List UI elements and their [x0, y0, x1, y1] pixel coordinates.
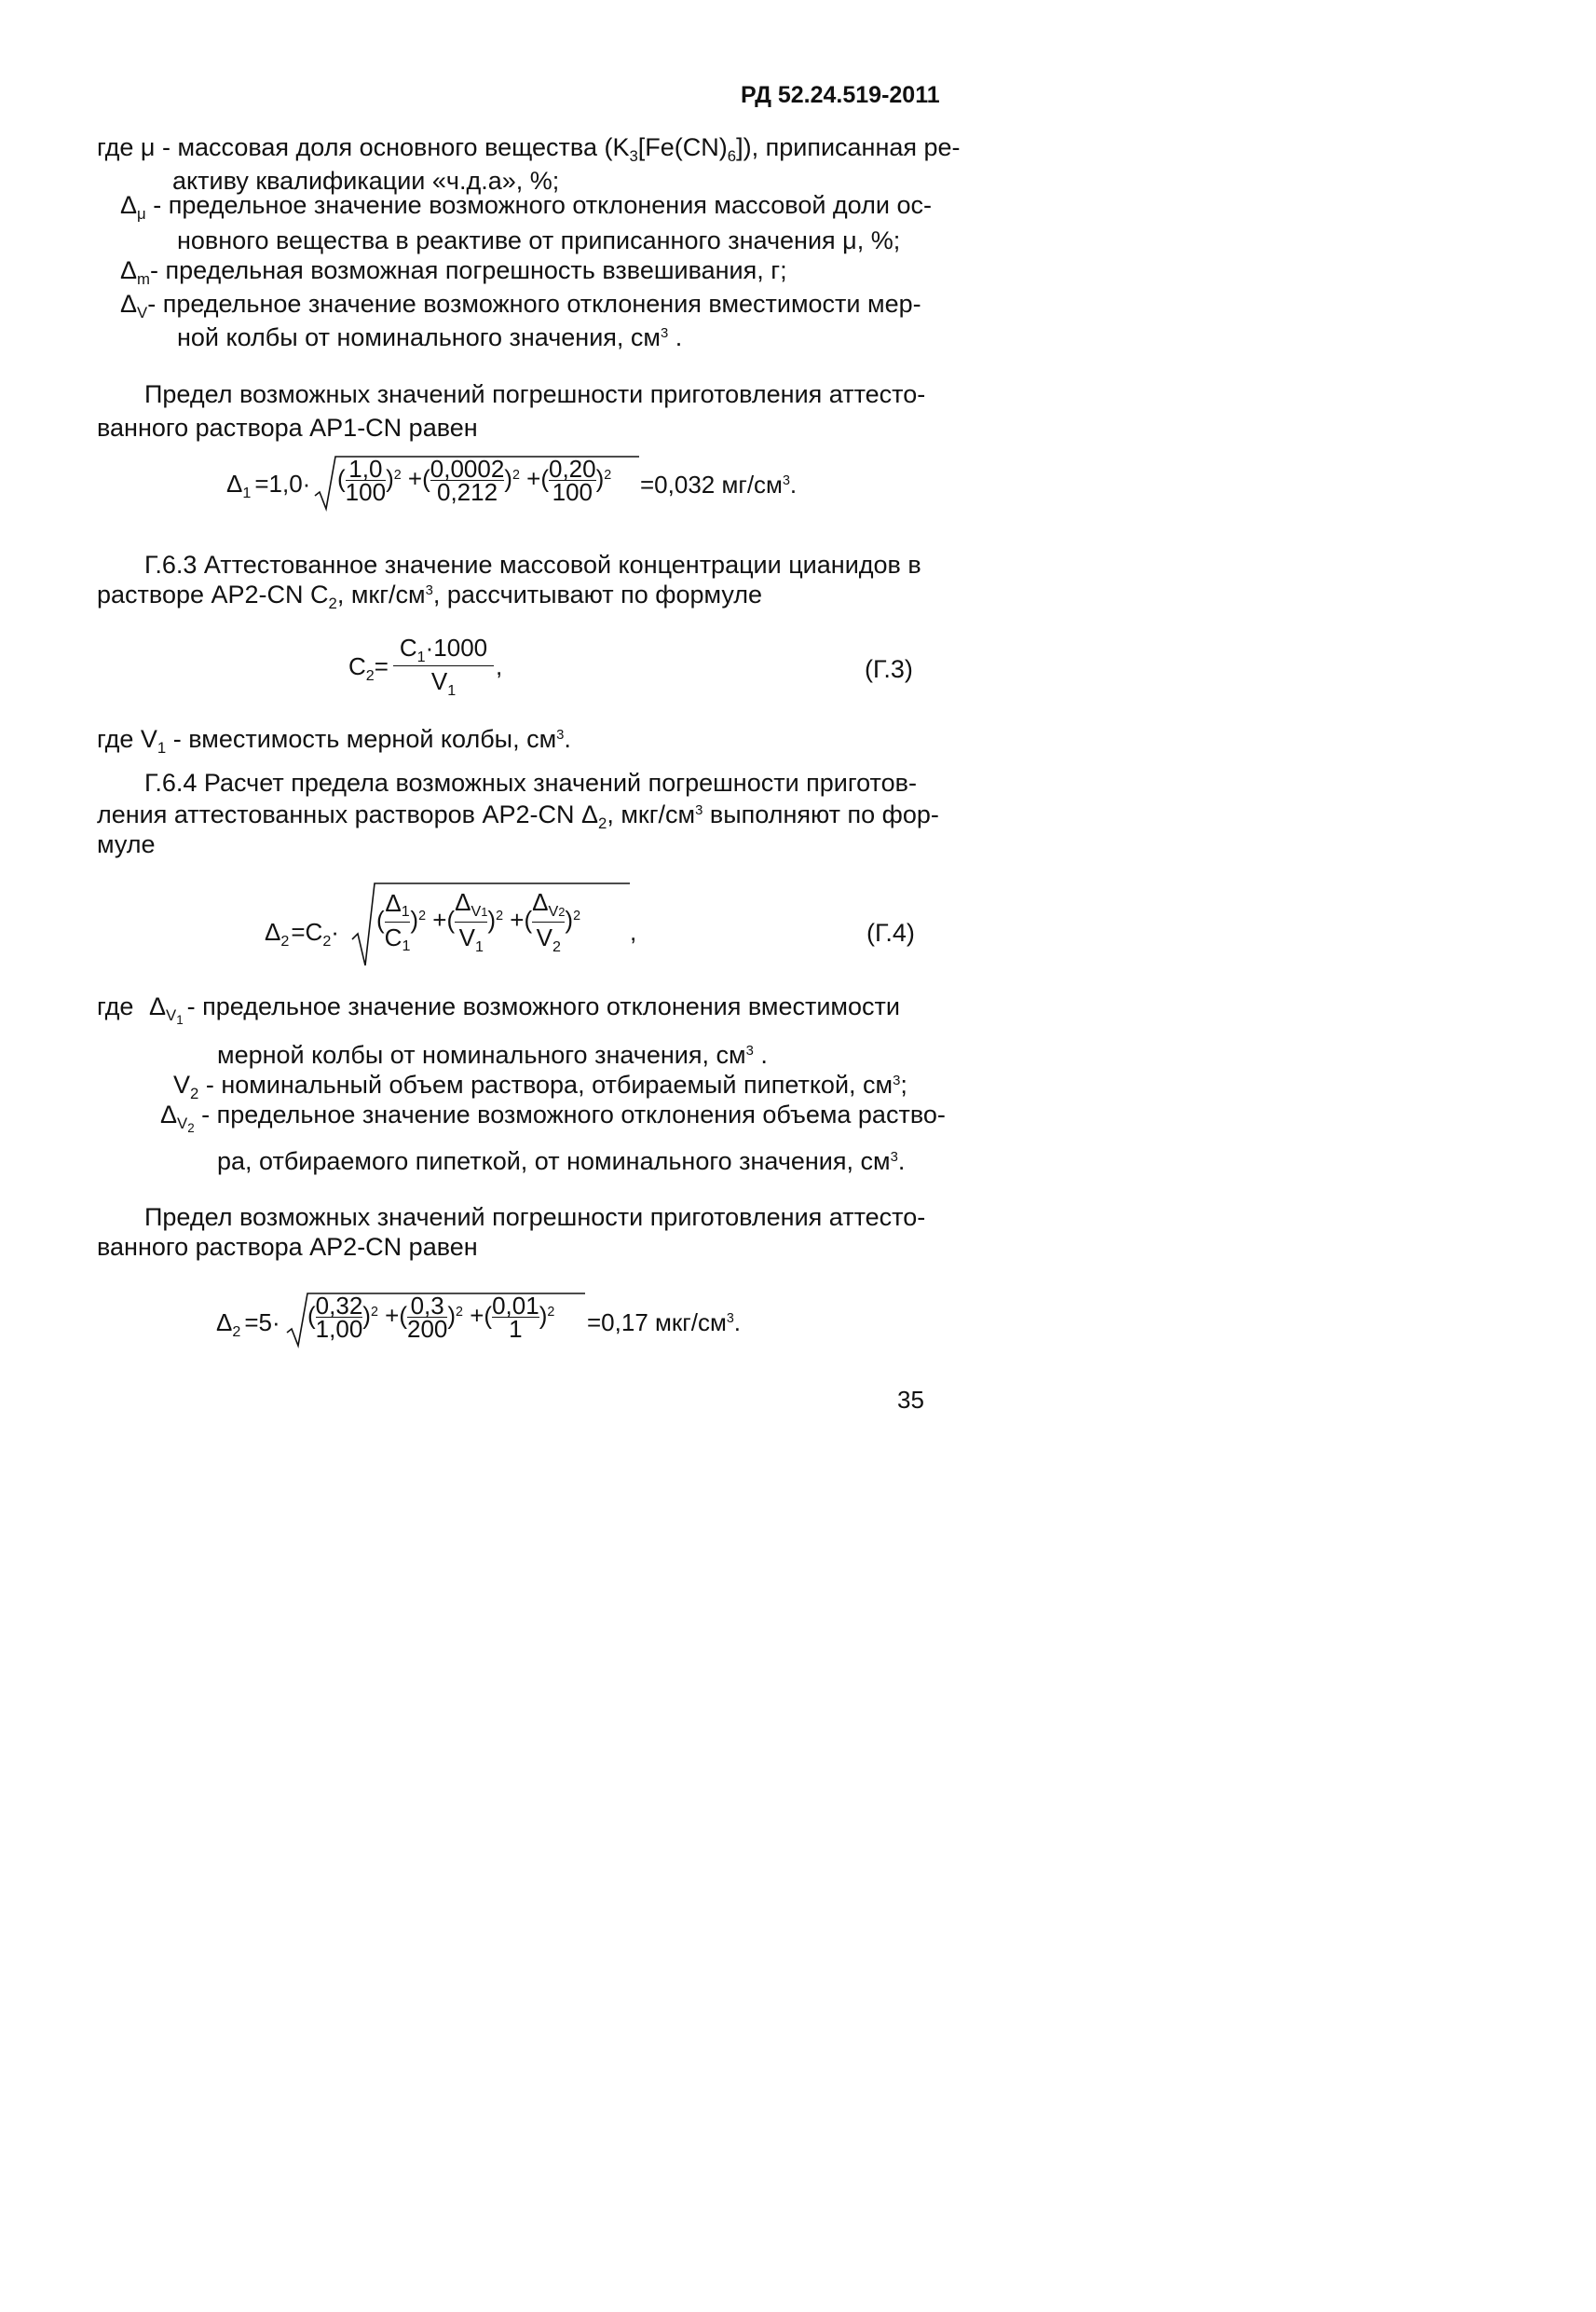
- def-dv-text2: ной колбы от номинального значения, см: [177, 323, 661, 351]
- def-dm-text: - предельная возможная погрешность взвешивания, г;: [150, 256, 787, 284]
- f1-frac1-num: 1,0: [348, 455, 383, 483]
- f1-frac1: [345, 455, 387, 506]
- para3-sub: 2: [598, 814, 607, 832]
- f4-frac2: [406, 1292, 448, 1343]
- delta-symbol: Δ: [120, 256, 138, 284]
- where-v1-sup: 3: [556, 728, 565, 744]
- f3-lhs: Δ: [265, 918, 281, 946]
- def-mu-line1: [97, 130, 961, 168]
- where-v1-end: .: [564, 725, 571, 753]
- f2-num: C: [399, 634, 417, 662]
- f4-frac3-num: 0,01: [492, 1292, 539, 1320]
- f3-frac1-den: $C_1$: [384, 923, 411, 955]
- where-v1-sub: 1: [157, 738, 167, 757]
- f2-den: V: [430, 667, 448, 695]
- def2-dv2-line1: [160, 1098, 946, 1136]
- f2-fraction: [393, 634, 494, 700]
- para2-text-a: растворе АР2-CN C: [97, 581, 329, 609]
- para2-text-b: , мкг/см: [336, 581, 426, 609]
- para2-text-c: , рассчитывают по формуле: [432, 581, 763, 609]
- def2-dv2-text2: ра, отбираемого пипеткой, от номинального значения, см: [217, 1147, 891, 1175]
- f3-eq-sub: 2: [322, 932, 332, 950]
- f4-frac1: [315, 1292, 363, 1343]
- para4-line1: Предел возможных значений погрешности приготовления аттесто-: [144, 1203, 926, 1231]
- dv1-sup: 3: [745, 1044, 754, 1060]
- delta-symbol: Δ: [160, 1101, 178, 1129]
- f4-frac1-num: 0,32: [315, 1292, 363, 1320]
- dm-sub: m: [137, 269, 150, 288]
- f3-frac2-den: $V_1$: [455, 922, 487, 956]
- f4-result-end: .: [733, 1308, 742, 1336]
- f2-num-rest: ·1000: [425, 634, 488, 662]
- f3-frac3-num: $\Delta_{V2}$: [532, 888, 566, 920]
- f4-result: [587, 1308, 741, 1337]
- def-dv-text: - предельное значение возможного отклонения вместимости мер-: [147, 290, 921, 318]
- dv1-sub-v: V: [166, 1006, 177, 1024]
- def-dv-line1: [120, 287, 921, 324]
- f4-frac1-den: 1,00: [315, 1315, 363, 1343]
- v2-symbol: V: [173, 1071, 191, 1099]
- def2-where: где: [97, 992, 134, 1020]
- v2-sup: 3: [893, 1074, 901, 1089]
- def-dmu-line1: [120, 188, 932, 226]
- f1-frac2-num: 0,0002: [430, 455, 505, 483]
- f3-frac3: [532, 887, 565, 956]
- f1-lhs: Δ: [226, 470, 243, 498]
- dv2-sub: [177, 1114, 195, 1135]
- f2-label: (Г.3): [865, 655, 913, 683]
- f4-result-text: =0,17 мкг/см: [587, 1308, 727, 1336]
- def-dmu-text: - предельное значение возможного отклонения массовой доли ос-: [145, 191, 932, 219]
- f4-radicand: ( $\frac{0,32}{1,00}$ )$^2$ +( $\frac{0,3}{200}$ )$^2$ +( $\frac{0,01}{1}$ )$^2$: [307, 1292, 555, 1343]
- f2-denominator: [393, 665, 494, 700]
- v2-sub: 2: [190, 1084, 199, 1102]
- f2-numerator: [393, 634, 494, 665]
- def-mu-line2: активу квалификации «ч.д.а», %;: [172, 167, 560, 195]
- document-id: РД 52.24.519-2011: [741, 82, 940, 108]
- dv1-subsub: 1: [176, 1012, 184, 1027]
- f1-frac1-den: 100: [345, 478, 387, 506]
- f4-coef: =5·: [244, 1308, 280, 1336]
- f1-frac3-num: 0,20: [549, 455, 596, 483]
- f3-frac2-num: $\Delta_{V1}$: [455, 888, 488, 920]
- dv2-sub-v: V: [177, 1114, 188, 1132]
- f2-den-sub: 1: [447, 681, 457, 699]
- para3-text-b: , мкг/см: [607, 800, 696, 828]
- def-mu-end: ]), приписанная ре-: [736, 133, 961, 161]
- def-mu-fe: [Fe(CN): [637, 133, 728, 161]
- f4-frac3: [492, 1292, 539, 1343]
- dv2-end: .: [897, 1147, 906, 1175]
- formula-delta2-value: [216, 1305, 280, 1340]
- formula-delta2: $\Delta_2=C_2\cdot$: [265, 918, 339, 950]
- f4-result-sup: 3: [726, 1311, 734, 1327]
- para2-sup: 3: [425, 583, 433, 599]
- f3-lhs-sub: 2: [280, 932, 290, 950]
- f3-eq: =C: [291, 918, 323, 946]
- dv1-end: .: [753, 1041, 768, 1069]
- def-dmu-line2: новного вещества в реактиве от приписанного значения μ, %;: [177, 226, 901, 254]
- dv1-sub: [166, 1006, 184, 1027]
- f2-num-sub: 1: [416, 648, 426, 665]
- delta-symbol: Δ: [120, 290, 138, 318]
- f4-frac3-den: 1: [492, 1317, 539, 1340]
- f1-result-text: =0,032 мг/см: [640, 471, 783, 499]
- para4-line2: ванного раствора АР2-CN равен: [97, 1233, 478, 1261]
- para2-line1: Г.6.3 Аттестованное значение массовой концентрации цианидов в: [144, 551, 921, 579]
- f1-result-end: .: [789, 471, 798, 499]
- where-v1-a: где V: [97, 725, 157, 753]
- f3-label: (Г.4): [866, 919, 915, 947]
- para1-line2: ванного раствора АР1-CN равен: [97, 414, 478, 442]
- para1-line1: Предел возможных значений погрешности приготовления аттесто-: [144, 380, 926, 408]
- para3-sup: 3: [695, 803, 703, 819]
- delta-symbol: Δ: [149, 992, 167, 1020]
- para3-line3: муле: [97, 830, 156, 858]
- f3-frac2: [455, 887, 487, 956]
- dv-sup: 3: [660, 326, 669, 342]
- f1-result-sup: 3: [782, 473, 790, 489]
- para3-line2: [97, 798, 939, 836]
- def2-dv1-text2: мерной колбы от номинального значения, см: [217, 1041, 746, 1069]
- para2-sub: 2: [328, 594, 337, 612]
- f2-lhs: C: [348, 652, 366, 680]
- formula-delta1: [226, 466, 311, 501]
- def2-dv1-line1: [149, 990, 900, 1028]
- delta-symbol: Δ: [120, 191, 138, 219]
- f3-frac1-num: $\Delta_1$: [385, 888, 410, 921]
- f1-frac2: [430, 455, 505, 506]
- f2-lhs-sub: 2: [365, 666, 375, 684]
- def2-dv2-line2: [217, 1144, 905, 1183]
- f3-frac3-den: $V_2$: [532, 922, 565, 956]
- f4-lhs: Δ: [216, 1308, 233, 1336]
- f4-frac2-den: 200: [406, 1315, 448, 1343]
- f1-coef: =1,0·: [254, 470, 311, 498]
- def-dm-line: [120, 253, 787, 291]
- where-v1: [97, 722, 571, 760]
- v2-end: ;: [900, 1071, 907, 1099]
- def-mu-k-sub: 3: [629, 146, 638, 165]
- para3-text-a: ления аттестованных растворов АР2-CN Δ: [97, 800, 599, 828]
- dv-end: .: [668, 323, 683, 351]
- f1-lhs-sub: 1: [242, 484, 252, 501]
- dv2-subsub: 2: [187, 1120, 195, 1135]
- def2-dv2-text: - предельное значение возможного отклонения объема раство-: [194, 1101, 946, 1129]
- f4-lhs-sub: 2: [232, 1322, 241, 1340]
- f3-radicand: ( $\frac{\Delta_1}{C_1}$ )$^2$ +( $\frac{\Delta_{V1}}{V_1}$ )$^2$ +( $\frac{\Delta_{V2}}{V_2}$ )$^2$: [376, 888, 581, 955]
- f1-frac3-den: 100: [549, 480, 596, 503]
- dv2-sup: 3: [890, 1150, 898, 1166]
- f1-radicand: ( $\frac{1,0}{100}$ )$^2$ +( $\frac{0,0002}{0,212}$ )$^2$ +( $\frac{0,20}{100}$ )$^2$: [337, 455, 612, 506]
- f2-tail: ,: [496, 652, 503, 680]
- def-mu-cn-sub: 6: [727, 146, 737, 165]
- def-mu-text: где μ - массовая доля основного вещества (K: [97, 133, 630, 161]
- def-dv-line2: [177, 321, 682, 359]
- def2-dv1-text: - предельное значение возможного отклонения вместимости: [186, 992, 900, 1020]
- formula-c2: $C_2=$: [348, 652, 389, 684]
- f4-frac2-num: 0,3: [410, 1292, 444, 1320]
- page-number: 35: [897, 1386, 924, 1414]
- para2-line2: [97, 578, 762, 616]
- dv-sub: V: [137, 303, 148, 321]
- f3-tail: ,: [630, 918, 637, 946]
- f1-result: [640, 471, 797, 499]
- para3-line1: Г.6.4 Расчет предела возможных значений погрешности приготов-: [144, 769, 917, 797]
- f1-frac2-den: 0,212: [430, 480, 505, 503]
- def2-v2-text: - номинальный объем раствора, отбираемый пипеткой, см: [198, 1071, 893, 1099]
- f1-frac3: [549, 455, 596, 506]
- para3-text-c: выполняют по фор-: [703, 800, 939, 828]
- where-v1-b: - вместимость мерной колбы, см: [166, 725, 557, 753]
- f3-frac1: [385, 888, 411, 956]
- dmu-sub: μ: [137, 204, 146, 223]
